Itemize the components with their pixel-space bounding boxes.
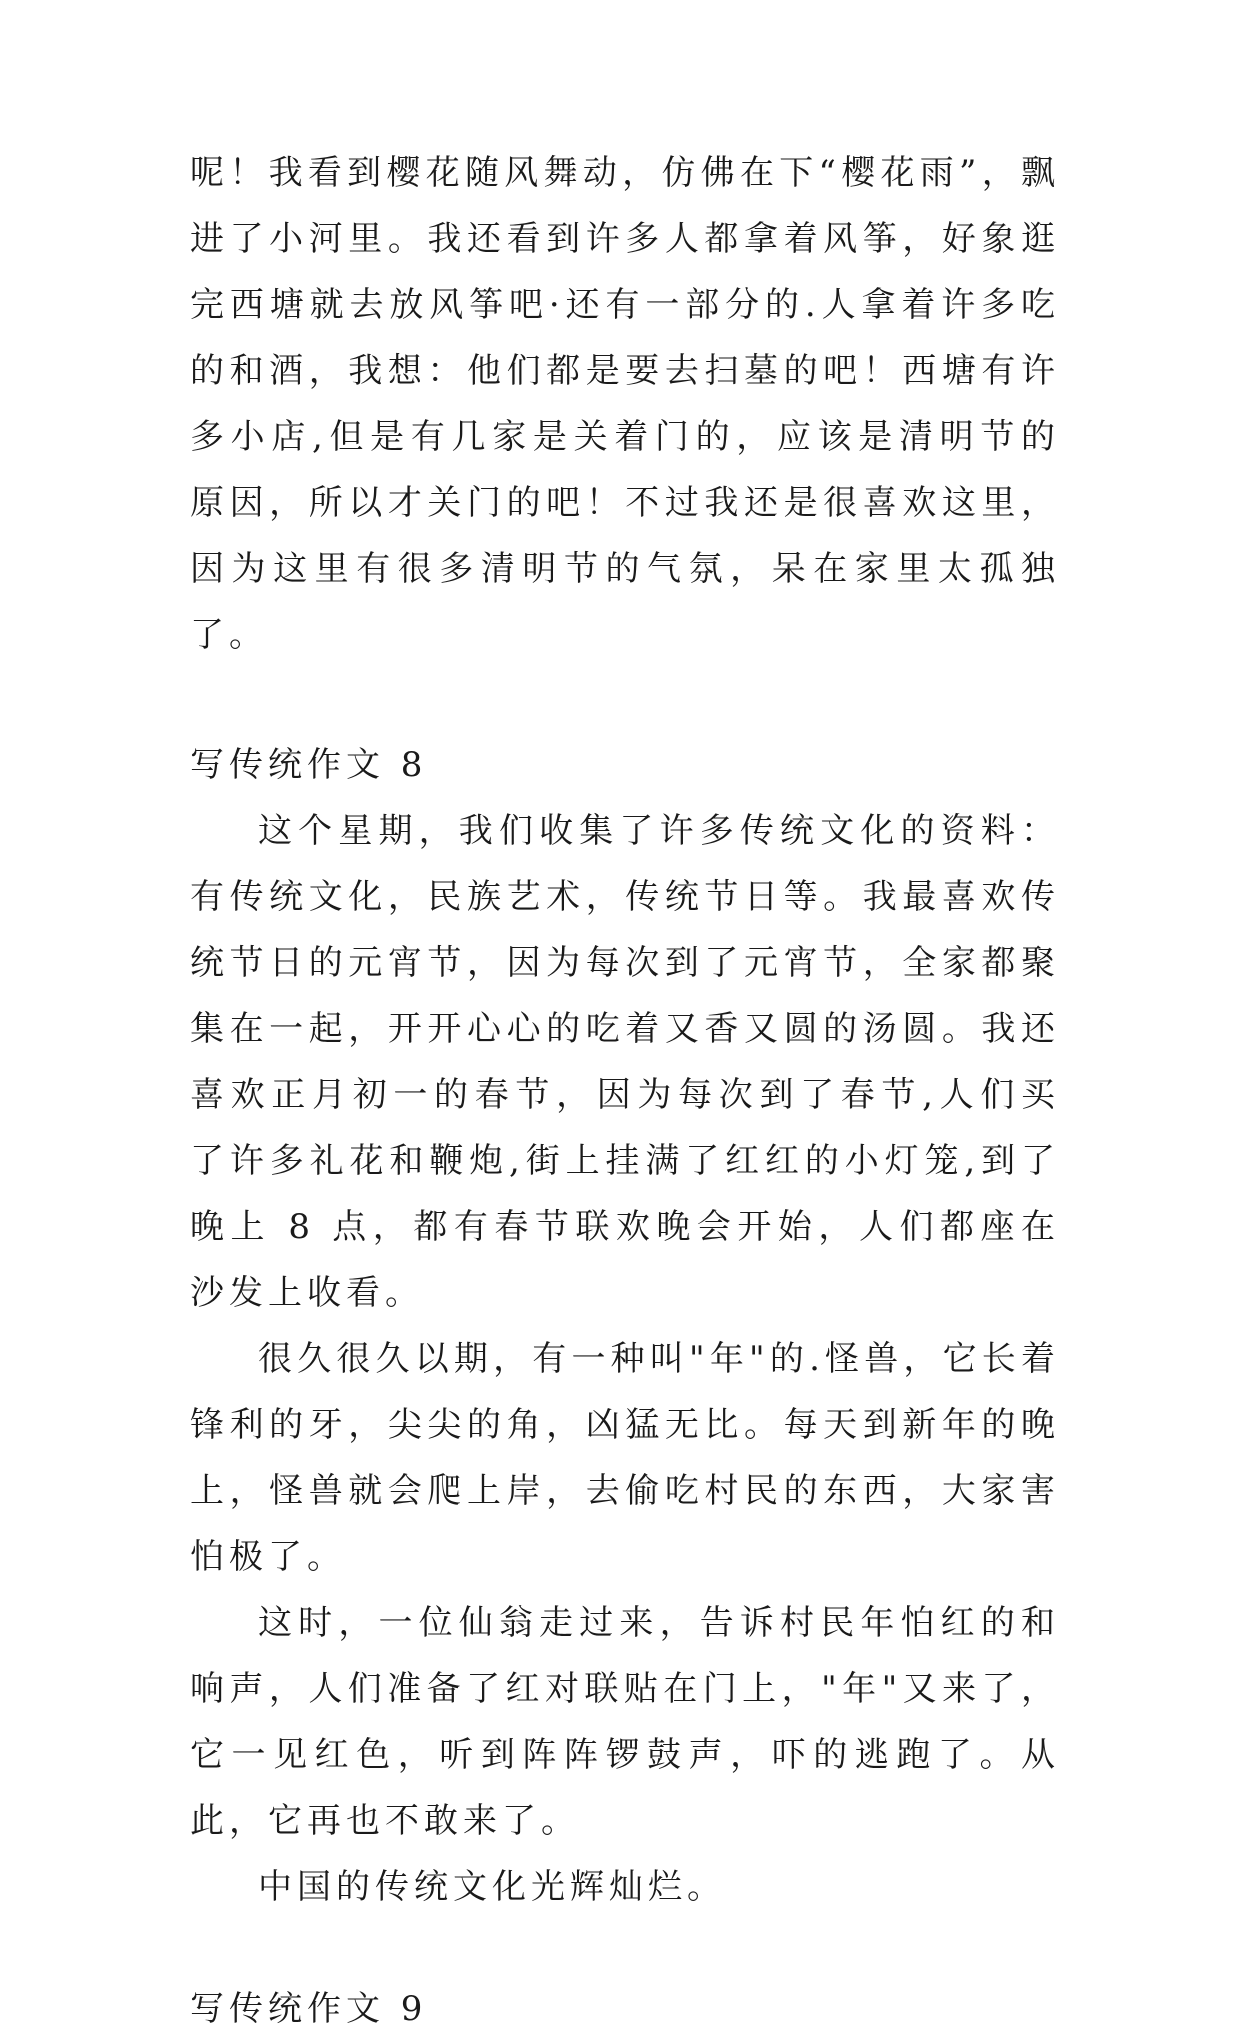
section-8-paragraph-2: 很久很久以期，有一种叫"年"的.怪兽，它长着锋利的牙，尖尖的角，凶猛无比。每天到新年的晚上，怪兽就会爬上岸，去偷吃村民的东西，大家害怕极了。 — [190, 1339, 1060, 1577]
section-8-heading: 写传统作文 8 — [190, 745, 428, 785]
document-page — [190, 140, 1060, 2042]
section-9-heading: 写传统作文 9 — [190, 1989, 428, 2029]
section-8-paragraph-1: 这个星期，我们收集了许多传统文化的资料：有传统文化，民族艺术，传统节日等。我最喜欢传统节日的元宵节，因为每次到了元宵节，全家都聚集在一起，开开心心的吃着又香又圆的汤圆。我还喜欢正月初一的春节，因为每次到了春节,人们买了许多礼花和鞭炮,街上挂满了红红的小灯笼,到了晚上 8 点，都有春节联欢晚会开始，人们都座在沙发上收看。 — [190, 811, 1060, 1313]
section-spacer — [190, 668, 1060, 732]
intro-paragraph: 呢！我看到樱花随风舞动，仿佛在下“樱花雨”，飘进了小河里。我还看到许多人都拿着风筝，好象逛完西塘就去放风筝吧·还有一部分的.人拿着许多吃的和酒，我想：他们都是要去扫墓的吧！西塘有许多小店,但是有几家是关着门的，应该是清明节的原因，所以才关门的吧！不过我还是很喜欢这里，因为这里有很多清明节的气氛，呆在家里太孤独了。 — [190, 153, 1060, 655]
section-spacer — [190, 1920, 1060, 1976]
section-8-paragraph-4: 中国的传统文化光辉灿烂。 — [258, 1867, 726, 1907]
section-8-paragraph-3: 这时，一位仙翁走过来，告诉村民年怕红的和响声，人们准备了红对联贴在门上，"年"又来了，它一见红色，听到阵阵锣鼓声，吓的逃跑了。从此，它再也不敢来了。 — [190, 1603, 1060, 1841]
